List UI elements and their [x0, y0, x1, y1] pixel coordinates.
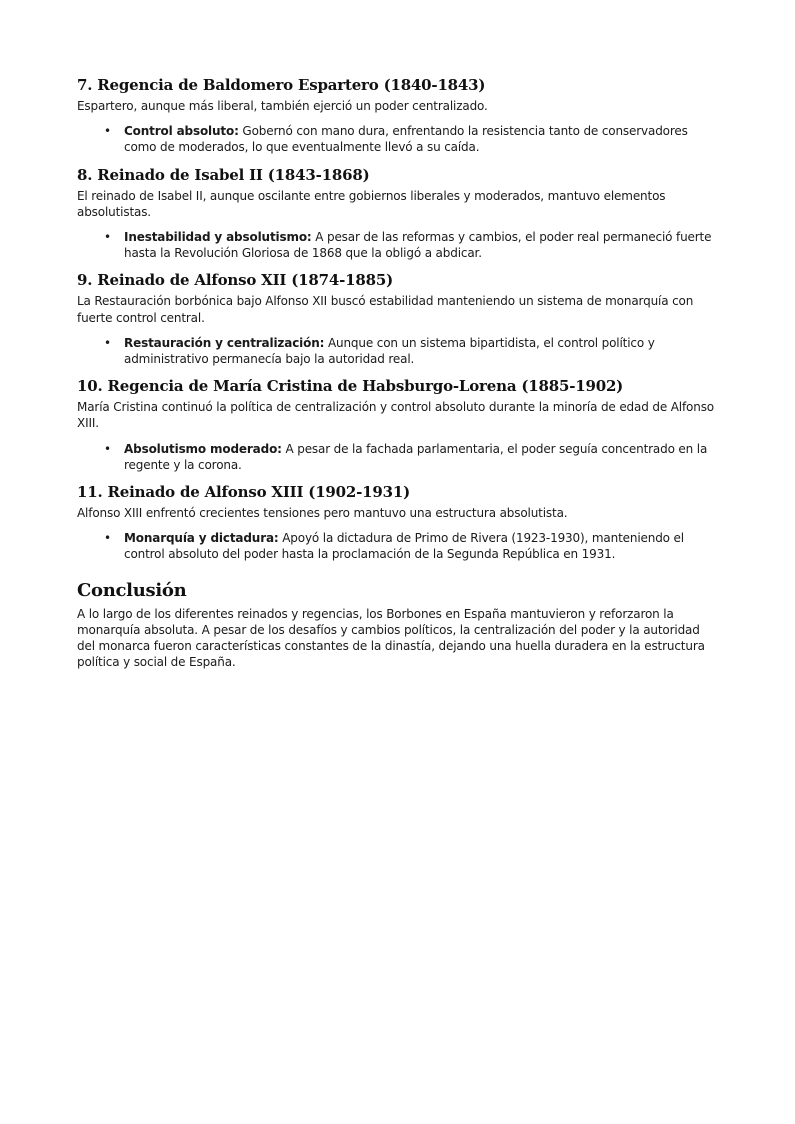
- bullet-text: Gobernó con mano dura, enfrentando la resistencia tanto de conservadores como de moderados, lo que eventualmente llevó a su caída.: [124, 124, 688, 155]
- section-intro: La Restauración borbónica bajo Alfonso XII buscó estabilidad manteniendo un sistema de monarquía con fuerte control central.: [77, 294, 694, 325]
- section-heading: 10. Regencia de María Cristina de Habsburgo-Lorena (1885-1902): [77, 377, 624, 396]
- conclusion-heading: Conclusión: [77, 579, 187, 601]
- bullet-list: [77, 123, 719, 155]
- bullet-marker: •: [104, 230, 111, 245]
- section-isabel-ii: [77, 165, 719, 262]
- section-intro: María Cristina continuó la política de centralización y control absoluto durante la minoría de edad de Alfonso XIII.: [77, 400, 714, 431]
- bullet-term: Control absoluto:: [124, 124, 239, 139]
- section-heading: 9. Reinado de Alfonso XII (1874-1885): [77, 271, 393, 290]
- section-heading: 8. Reinado de Isabel II (1843-1868): [77, 165, 370, 184]
- section-alfonso-xii: [77, 270, 719, 367]
- section-alfonso-xiii: [77, 482, 719, 563]
- bullet-list: [77, 441, 719, 473]
- bullet-text: A pesar de las reformas y cambios, el poder real permaneció fuerte hasta la Revolución Gloriosa de 1868 que la obligó a abdicar.: [124, 230, 712, 261]
- section-intro: El reinado de Isabel II, aunque oscilante entre gobiernos liberales y moderados, mantuvo elementos absolutistas.: [77, 188, 666, 219]
- list-item: [77, 335, 719, 367]
- section-heading: 7. Regencia de Baldomero Espartero (1840-1843): [77, 76, 486, 94]
- bullet-marker: •: [104, 441, 111, 456]
- document-page: [77, 75, 719, 670]
- bullet-list: [77, 530, 719, 562]
- list-item: [77, 229, 719, 261]
- bullet-list: [77, 229, 719, 261]
- bullet-text: Aunque con un sistema bipartidista, el control político y administrativo permanecía bajo la autoridad real.: [124, 335, 655, 367]
- section-heading: 11. Reinado de Alfonso XIII (1902-1931): [77, 483, 411, 502]
- section-maria-cristina: [77, 376, 719, 473]
- list-item: [77, 530, 719, 562]
- bullet-term: Absolutismo moderado:: [124, 441, 282, 456]
- section-intro: Espartero, aunque más liberal, también ejerció un poder centralizado.: [77, 99, 488, 113]
- bullet-term: Restauración y centralización:: [124, 335, 325, 350]
- bullet-term: Inestabilidad y absolutismo:: [124, 230, 312, 245]
- list-item: [77, 123, 719, 155]
- section-intro: Alfonso XIII enfrentó crecientes tensiones pero mantuvo una estructura absolutista.: [77, 506, 568, 521]
- bullet-term: Monarquía y dictadura:: [124, 531, 279, 546]
- conclusion-text: A lo largo de los diferentes reinados y regencias, los Borbones en España mantuvieron y reforzaron la monarquía absoluta. A pesar de los desafíos y cambios políticos, la centralización del poder y la autoridad del monarca fueron características constantes de la dinastía, dejando una huella duradera en la estructura política y social de España.: [77, 606, 705, 670]
- bullet-text: Apoyó la dictadura de Primo de Rivera (1923-1930), manteniendo el control absoluto del poder hasta la proclamación de la Segunda República en 1931.: [124, 531, 684, 562]
- bullet-marker: •: [104, 124, 111, 139]
- bullet-marker: •: [104, 335, 111, 350]
- section-espartero: [77, 75, 719, 156]
- bullet-marker: •: [104, 531, 111, 546]
- bullet-list: [77, 335, 719, 367]
- bullet-text: A pesar de la fachada parlamentaria, el poder seguía concentrado en la regente y la corona.: [124, 441, 708, 472]
- list-item: [77, 441, 719, 473]
